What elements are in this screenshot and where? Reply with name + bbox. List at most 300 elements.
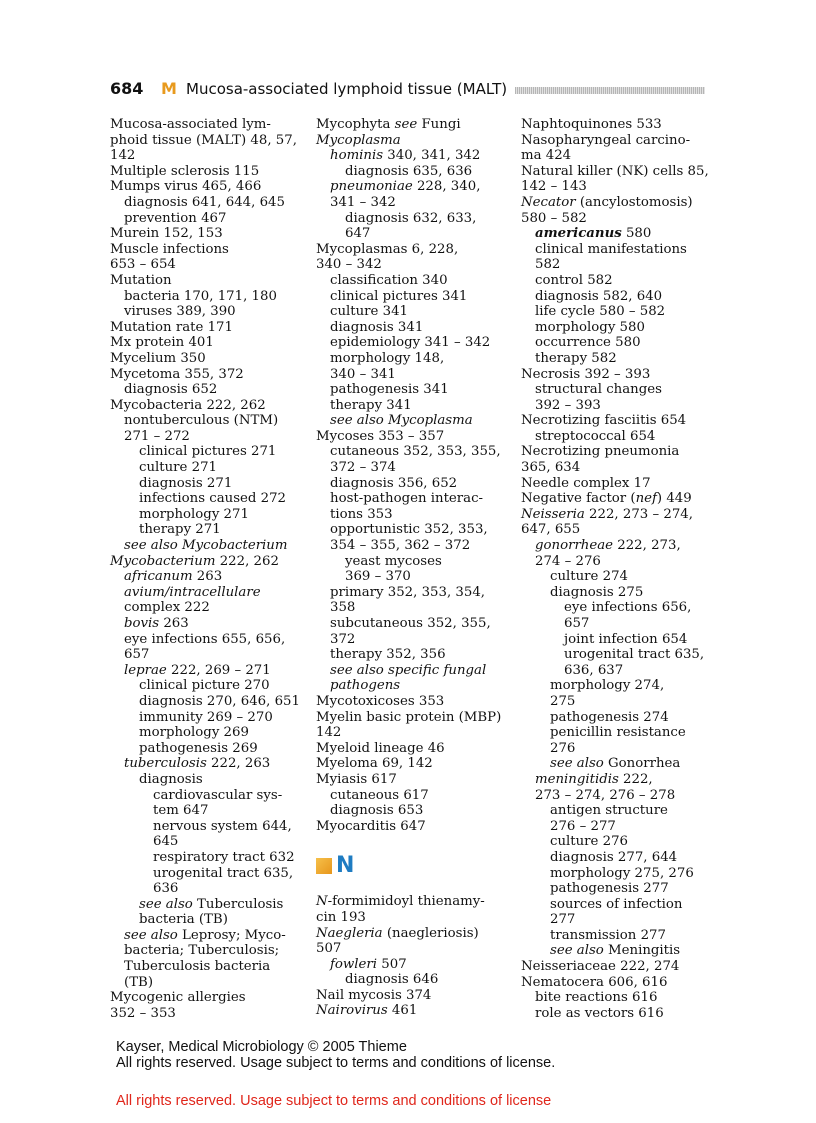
index-entry-text: 222, <box>618 771 653 787</box>
index-entry-text: 392 – 393 <box>535 397 601 413</box>
index-entry <box>316 413 506 429</box>
index-entry-text: Nail mycosis 374 <box>316 987 432 1003</box>
index-entry <box>110 897 300 913</box>
index-entry-text: 647, 655 <box>521 522 581 538</box>
index-entry-text: pathogenesis 277 <box>550 881 669 897</box>
index-entry-text: avium/intracellulare <box>124 584 261 600</box>
index-entry-text: 372 <box>330 631 356 647</box>
index-entry-text: urogenital tract 635, <box>153 865 294 881</box>
index-entry <box>521 694 711 710</box>
index-entry <box>521 211 711 227</box>
index-entry-text: pathogenesis 341 <box>330 382 449 398</box>
index-entry-text: transmission 277 <box>550 927 666 943</box>
index-entry-text: see also Mycoplasma <box>330 413 473 429</box>
index-entry <box>521 959 711 975</box>
index-entry-text: bacteria; Tuberculosis; <box>124 943 280 959</box>
index-entry <box>521 663 711 679</box>
index-entry <box>521 990 711 1006</box>
index-entry <box>110 367 300 383</box>
index-entry <box>316 772 506 788</box>
index-entry-text: life cycle 580 – 582 <box>535 304 666 320</box>
index-entry <box>110 195 300 211</box>
index-entry <box>521 522 711 538</box>
index-entry-text: diagnosis 277, 644 <box>550 849 678 865</box>
index-entry <box>316 398 506 414</box>
index-entry-text: streptococcal 654 <box>535 428 656 444</box>
index-entry-text: africanum <box>124 569 193 585</box>
index-entry <box>521 413 711 429</box>
index-entry-text: 276 <box>550 740 576 756</box>
index-entry-text: cutaneous 617 <box>330 787 429 803</box>
index-entry <box>521 975 711 991</box>
index-entry <box>110 398 300 414</box>
index-entry-text: therapy 341 <box>330 397 412 413</box>
index-entry-text: Mx protein 401 <box>110 335 214 351</box>
index-entry-text: Necrotizing pneumonia <box>521 444 680 460</box>
index-entry-text: morphology 271 <box>139 506 249 522</box>
index-entry-text: 142 <box>110 148 136 164</box>
index-entry-text: 263 <box>159 616 189 631</box>
index-entry-text: 271 – 272 <box>124 428 190 444</box>
index-entry-text: pathogenesis 274 <box>550 709 669 725</box>
index-entry <box>521 148 711 164</box>
index-entry <box>316 179 506 195</box>
index-entry-text: 358 <box>330 600 356 616</box>
index-entry <box>521 382 711 398</box>
index-entry <box>316 678 506 694</box>
index-entry-text: bacteria 170, 171, 180 <box>124 288 277 304</box>
index-entry <box>521 756 711 772</box>
index-entry <box>521 242 711 258</box>
index-entry-text: nontuberculous (NTM) <box>124 413 279 429</box>
index-entry-text: Tuberculosis <box>192 896 284 912</box>
index-entry-text: 369 – 370 <box>345 569 411 585</box>
index-entry <box>316 788 506 804</box>
index-entry <box>521 647 711 663</box>
index-entry-text: americanus <box>535 226 622 242</box>
index-entry <box>316 988 506 1004</box>
index-entry <box>110 600 300 616</box>
index-entry-text: 507 <box>377 956 407 972</box>
index-entry-text: see also <box>124 927 178 943</box>
index-entry <box>316 910 506 926</box>
index-entry-text: Muscle infections <box>110 241 229 257</box>
index-entry-text: 340 – 341 <box>330 366 396 382</box>
index-entry-text: clinical pictures 341 <box>330 288 468 304</box>
index-entry-text: see also <box>139 896 193 912</box>
index-entry <box>316 335 506 351</box>
index-entry <box>316 663 506 679</box>
index-entry-text: 657 <box>124 647 150 663</box>
index-entry-text: therapy 582 <box>535 350 617 366</box>
index-entry-text: host-pathogen interac- <box>330 491 484 507</box>
index-entry <box>110 148 300 164</box>
index-entry <box>316 554 506 570</box>
index-entry-text: 275 <box>550 693 576 709</box>
index-entry <box>521 117 711 133</box>
index-entry-text: 461 <box>387 1003 418 1019</box>
index-entry-text: culture 274 <box>550 569 629 585</box>
index-entry-text: Mycogenic allergies <box>110 990 246 1006</box>
index-entry-text: diagnosis 341 <box>330 319 424 335</box>
section-letter-mark: M <box>161 79 177 98</box>
index-entry-text: epidemiology 341 – 342 <box>330 335 491 351</box>
index-entry-text: Necator <box>521 194 576 210</box>
index-entry <box>316 304 506 320</box>
index-entry-text: Mycobacteria 222, 262 <box>110 397 266 413</box>
index-entry <box>316 320 506 336</box>
index-entry-text: viruses 389, 390 <box>124 304 236 320</box>
index-entry <box>110 117 300 133</box>
page-number: 684 <box>110 79 144 98</box>
index-entry <box>521 632 711 648</box>
index-entry <box>110 211 300 227</box>
index-entry <box>521 226 711 242</box>
index-entry-text: phoid tissue (MALT) 48, 57, <box>110 132 297 148</box>
index-entry-text: Mumps virus 465, 466 <box>110 179 262 195</box>
index-entry <box>316 941 506 957</box>
index-entry-text: see also <box>550 756 604 772</box>
index-entry <box>110 491 300 507</box>
index-entry-text: nervous system 644, <box>153 818 292 834</box>
index-entry-text: immunity 269 – 270 <box>139 709 273 725</box>
index-entry-text: Necrotizing fasciitis 654 <box>521 413 687 429</box>
index-entry <box>110 881 300 897</box>
index-entry-text: Naegleria <box>316 925 383 941</box>
index-entry <box>316 507 506 523</box>
index-entry <box>110 133 300 149</box>
index-entry <box>316 273 506 289</box>
index-entry <box>521 616 711 632</box>
index-entry-text: classification 340 <box>330 272 448 288</box>
index-entry-text: subcutaneous 352, 355, <box>330 616 491 631</box>
index-entry <box>110 413 300 429</box>
index-entry-text: 352 – 353 <box>110 1005 176 1021</box>
index-entry-text: joint infection 654 <box>564 631 688 647</box>
index-entry-text: meningitidis <box>535 771 619 787</box>
index-entry-text: 354 – 355, 362 – 372 <box>330 538 471 554</box>
index-entry-text: Mutation rate 171 <box>110 319 233 335</box>
index-entry <box>110 257 300 273</box>
index-entry-text: Mycetoma 355, 372 <box>110 366 244 382</box>
index-entry-text: structural changes <box>535 382 662 398</box>
index-entry-text: yeast mycoses <box>345 553 442 569</box>
index-entry-text: Mycotoxicoses 353 <box>316 693 445 709</box>
index-entry <box>521 351 711 367</box>
index-entry-text: Mucosa-associated lym- <box>110 117 271 132</box>
index-entry-text: Mycoses 353 – 357 <box>316 428 445 444</box>
index-entry-text: occurrence 580 <box>535 335 641 351</box>
index-entry <box>110 943 300 959</box>
index-entry-text: see also specific fungal <box>330 662 487 678</box>
index-entry <box>521 335 711 351</box>
index-entry-text: culture 271 <box>139 460 218 476</box>
index-entry <box>110 756 300 772</box>
index-entry <box>110 382 300 398</box>
index-entry-text: 228, 340, <box>412 179 481 195</box>
section-square-icon <box>316 858 332 874</box>
index-entry <box>521 725 711 741</box>
index-entry <box>316 694 506 710</box>
index-entry <box>110 429 300 445</box>
index-entry <box>521 866 711 882</box>
index-entry <box>521 164 711 180</box>
index-entry <box>521 897 711 913</box>
index-entry <box>110 351 300 367</box>
index-entry-text: pathogenesis 269 <box>139 740 258 756</box>
index-entry <box>110 928 300 944</box>
index-entry <box>316 242 506 258</box>
index-entry-text: Necrosis 392 – 393 <box>521 366 651 382</box>
index-entry-text: Multiple sclerosis 115 <box>110 163 260 179</box>
index-entry-text: see <box>394 117 418 132</box>
index-entry <box>110 522 300 538</box>
index-entry-text: hominis <box>330 148 384 164</box>
index-entry-text: 142 – 143 <box>521 179 587 195</box>
index-entry <box>316 164 506 180</box>
index-entry-text: diagnosis 653 <box>330 803 424 819</box>
index-entry-text: (naegleriosis) <box>382 925 479 941</box>
index-entry-text: Meningitis <box>603 943 681 959</box>
index-entry <box>316 148 506 164</box>
index-entry-text: clinical manifestations <box>535 241 687 257</box>
license-notice: All rights reserved. Usage subject to terms and conditions of license <box>116 1093 552 1109</box>
index-entry-text: culture 276 <box>550 834 629 850</box>
index-entry <box>521 491 711 507</box>
index-entry-text: Mutation <box>110 272 172 288</box>
index-entry <box>110 476 300 492</box>
index-entry-text: tions 353 <box>330 506 393 522</box>
index-entry <box>110 1006 300 1022</box>
index-entry-text: diagnosis 356, 652 <box>330 475 458 491</box>
index-entry-text: Nematocera 606, 616 <box>521 974 668 990</box>
index-entry <box>521 600 711 616</box>
index-entry <box>110 912 300 928</box>
index-entry-text: 222, 263 <box>206 756 271 772</box>
index-entry <box>110 164 300 180</box>
index-entry-text: complex 222 <box>124 600 210 616</box>
index-entry <box>110 975 300 991</box>
index-entry <box>316 117 506 133</box>
index-entry-text: tem 647 <box>153 803 209 819</box>
index-entry-text: tuberculosis <box>124 756 207 772</box>
section-heading-n <box>316 852 506 880</box>
index-entry-text: 580 <box>621 226 652 242</box>
footer-line-1: Kayser, Medical Microbiology © 2005 Thieme <box>116 1039 407 1055</box>
index-entry <box>110 242 300 258</box>
index-entry-text: 636 <box>153 881 179 897</box>
index-entry-text: Myeloid lineage 46 <box>316 740 445 756</box>
index-entry-text: Negative factor ( <box>521 491 636 507</box>
index-entry <box>521 476 711 492</box>
header-rule <box>515 87 705 94</box>
index-entry <box>521 460 711 476</box>
index-entry-text: cardiovascular sys- <box>153 787 283 803</box>
index-entry <box>521 569 711 585</box>
index-entry-text: Nairovirus <box>316 1003 388 1019</box>
index-entry-text: see also Mycobacterium <box>124 538 288 554</box>
index-entry-text: morphology 275, 276 <box>550 865 694 881</box>
index-entry-text: morphology 580 <box>535 319 645 335</box>
index-entry <box>110 179 300 195</box>
index-entry <box>521 179 711 195</box>
index-entry <box>316 382 506 398</box>
index-entry <box>521 195 711 211</box>
index-entry-text: 645 <box>153 834 179 850</box>
index-entry-text: bovis <box>124 616 160 631</box>
index-entry-text: diagnosis <box>139 771 203 787</box>
index-entry-text: Neisseriaceae 222, 274 <box>521 959 680 975</box>
index-entry <box>316 616 506 632</box>
index-entry-text: diagnosis 582, 640 <box>535 288 663 304</box>
index-entry-text: 507 <box>316 941 342 957</box>
index-entry <box>110 710 300 726</box>
index-entry <box>316 710 506 726</box>
index-entry-text: bacteria (TB) <box>139 912 228 928</box>
index-entry <box>521 850 711 866</box>
index-entry-text: Gonorrhea <box>603 756 681 772</box>
index-entry <box>110 959 300 975</box>
index-entry <box>110 554 300 570</box>
index-entry-text: 636, 637 <box>564 662 624 678</box>
index-entry <box>110 819 300 835</box>
index-entry <box>110 320 300 336</box>
index-entry <box>316 632 506 648</box>
index-entry <box>316 569 506 585</box>
index-entry-text: Naphtoquinones 533 <box>521 117 662 132</box>
index-entry-text: cin 193 <box>316 909 366 925</box>
index-entry <box>110 585 300 601</box>
index-entry-text: role as vectors 616 <box>535 1005 664 1021</box>
index-entry-text: cutaneous 352, 353, 355, <box>330 444 501 460</box>
index-entry-text: Mycelium 350 <box>110 350 206 366</box>
index-entry-text: Natural killer (NK) cells 85, <box>521 163 709 179</box>
index-entry <box>521 943 711 959</box>
index-entry-text: 341 – 342 <box>330 194 396 210</box>
index-entry <box>110 725 300 741</box>
index-entry <box>521 1006 711 1022</box>
index-entry-text: Neisseria <box>521 506 585 522</box>
index-entry <box>521 304 711 320</box>
index-entry-text: diagnosis 275 <box>550 584 644 600</box>
index-entry <box>316 741 506 757</box>
index-entry-text: 653 – 654 <box>110 257 176 273</box>
index-entry <box>316 444 506 460</box>
index-entry-text: Mycoplasma <box>316 132 401 148</box>
index-entry-text: Fungi <box>417 117 461 132</box>
index-entry-text: Myeloma 69, 142 <box>316 756 433 772</box>
index-entry-text: 277 <box>550 912 576 928</box>
index-entry <box>316 133 506 149</box>
index-entry <box>110 866 300 882</box>
index-entry <box>316 367 506 383</box>
index-entry <box>521 320 711 336</box>
index-entry <box>110 647 300 663</box>
index-entry-text: diagnosis 646 <box>345 972 439 988</box>
index-entry <box>521 367 711 383</box>
index-entry <box>521 788 711 804</box>
index-entry-text: urogenital tract 635, <box>564 647 705 663</box>
index-entry <box>110 850 300 866</box>
index-entry-text: 222, 273, <box>613 538 681 554</box>
index-entry-text: 657 <box>564 616 590 631</box>
index-entry <box>316 257 506 273</box>
index-entry-text: 580 – 582 <box>521 210 587 226</box>
index-entry <box>316 972 506 988</box>
index-entry <box>110 616 300 632</box>
index-entry <box>316 819 506 835</box>
footer-line-2: All rights reserved. Usage subject to terms and conditions of license. <box>116 1055 556 1071</box>
index-entry <box>521 834 711 850</box>
index-entry <box>521 133 711 149</box>
index-entry <box>110 335 300 351</box>
index-entry <box>521 928 711 944</box>
index-entry <box>316 476 506 492</box>
index-entry <box>316 491 506 507</box>
index-entry-text: control 582 <box>535 272 613 288</box>
index-entry-text: leprae <box>124 662 167 678</box>
index-entry <box>521 554 711 570</box>
index-entry <box>316 460 506 476</box>
index-entry-text: (ancylostomosis) <box>575 194 693 210</box>
index-entry-text: 222, 269 – 271 <box>166 662 271 678</box>
index-entry-text: Mycoplasmas 6, 228, <box>316 241 459 257</box>
index-entry-text: Leprosy; Myco- <box>177 927 286 943</box>
index-entry <box>521 585 711 601</box>
index-entry <box>110 569 300 585</box>
index-entry-text: eye infections 656, <box>564 600 692 616</box>
index-entry-text: 647 <box>345 226 371 242</box>
index-entry-text: see also <box>550 943 604 959</box>
index-entry <box>110 741 300 757</box>
index-entry <box>316 195 506 211</box>
index-entry <box>110 460 300 476</box>
index-entry <box>316 351 506 367</box>
index-entry <box>110 273 300 289</box>
index-entry <box>316 522 506 538</box>
index-column-1 <box>110 117 300 1021</box>
index-entry-text: ma 424 <box>521 148 572 164</box>
index-entry-text: primary 352, 353, 354, <box>330 584 486 600</box>
index-entry-text: 372 – 374 <box>330 460 396 476</box>
index-entry-text: opportunistic 352, 353, <box>330 522 488 538</box>
index-entry-text: 276 – 277 <box>550 818 616 834</box>
index-entry-text: clinical pictures 271 <box>139 444 277 460</box>
index-entry <box>316 429 506 445</box>
index-entry-text: diagnosis 632, 633, <box>345 210 477 226</box>
index-entry-text: prevention 467 <box>124 210 227 226</box>
index-entry <box>110 444 300 460</box>
index-entry-text: sources of infection <box>550 896 683 912</box>
index-entry <box>521 444 711 460</box>
index-entry-text: diagnosis 635, 636 <box>345 163 473 179</box>
index-entry <box>521 772 711 788</box>
running-title: Mucosa-associated lymphoid tissue (MALT) <box>186 80 508 98</box>
index-entry <box>316 894 506 910</box>
index-entry-text: diagnosis 270, 646, 651 <box>139 693 300 709</box>
index-entry <box>521 273 711 289</box>
index-entry <box>316 289 506 305</box>
index-entry <box>316 926 506 942</box>
index-entry-text: antigen structure <box>550 803 668 819</box>
index-entry-text: diagnosis 652 <box>124 382 218 398</box>
index-entry-text: 582 <box>535 257 561 273</box>
index-entry-text: infections caused 272 <box>139 491 287 507</box>
index-entry-text: pathogens <box>330 678 401 694</box>
index-entry-text: Tuberculosis bacteria <box>124 959 271 975</box>
index-entry <box>521 429 711 445</box>
index-entry-text: 274 – 276 <box>535 553 601 569</box>
